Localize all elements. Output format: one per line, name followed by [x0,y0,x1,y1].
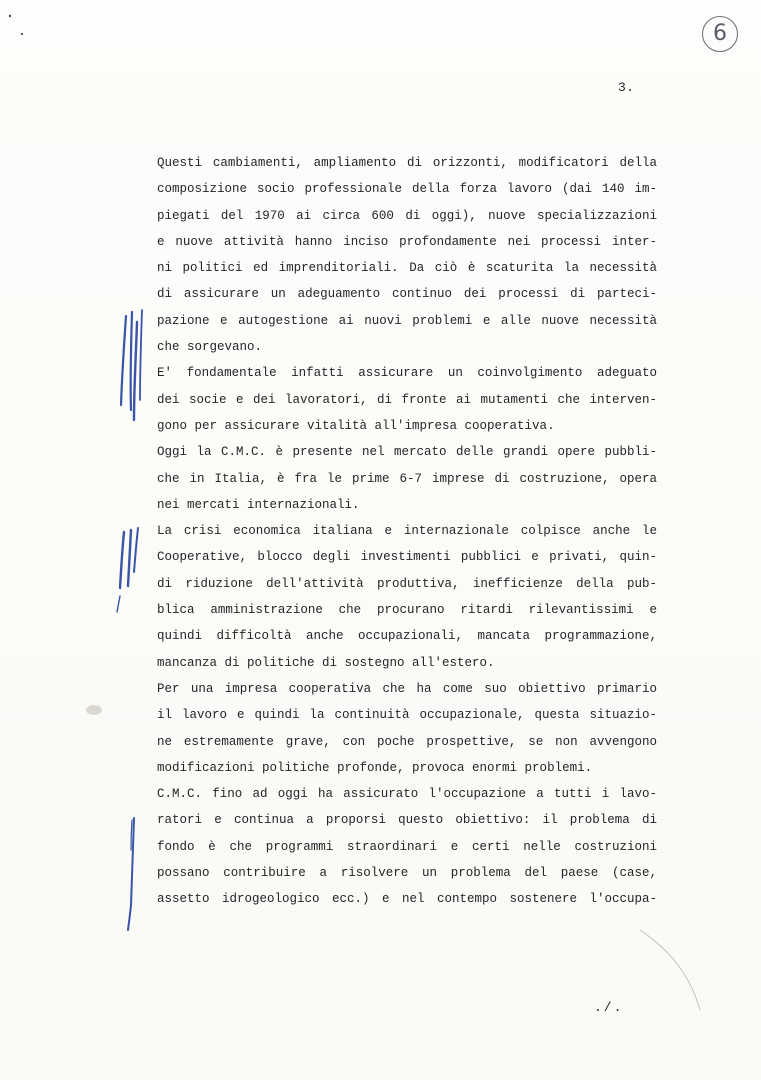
text-line: possano contribuire a risolvere un problema del paese (case, [157,866,657,881]
text-line: gono per assicurare vitalità all'impresa cooperativa. [157,418,555,433]
paper-speck [9,15,11,17]
page-number: 3. [618,80,635,95]
text-line: il lavoro e quindi la continuità occupazionale, questa situazio- [157,708,657,723]
circled-page-number: 6 [702,16,738,52]
text-line: mancanza di politiche di sostegno all'estero. [157,655,495,670]
margin-double-stroke-2 [117,528,138,612]
text-line: ratori e continua a proporsi questo obiettivo: il problema di [157,813,657,828]
paper-speck [21,33,23,35]
text-line: E' fondamentale infatti assicurare un coinvolgimento adeguato [157,366,657,381]
text-line: composizione socio professionale della forza lavoro (dai 140 im- [157,182,657,197]
margin-double-stroke-1 [121,310,142,420]
text-line: Oggi la C.M.C. è presente nel mercato delle grandi opere pubbli- [157,445,657,460]
margin-single-stroke [128,818,134,930]
body-text [157,150,657,913]
text-line: Cooperative, blocco degli investimenti pubblici e privati, quin- [157,550,657,565]
text-line: che sorgevano. [157,340,263,355]
text-line: di riduzione dell'attività produttiva, inefficienze della pub- [157,576,657,591]
text-line: Questi cambiamenti, ampliamento di orizzonti, modificatori della [157,156,657,170]
text-line: La crisi economica italiana e internazionale colpisce anche le [157,524,657,539]
pencil-arc [640,930,700,1010]
text-line: nei mercati internazionali. [157,497,360,512]
text-line: fondo è che programmi straordinari e certi nelle costruzioni [157,839,657,854]
text-line: ne estremamente grave, con poche prospettive, se non avvengono [157,734,657,749]
text-line: pazione e autogestione ai nuovi problemi e alle nuove necessità [157,313,657,328]
text-line: che in Italia, è fra le prime 6-7 imprese di costruzione, opera [157,471,657,486]
text-line: modificazioni politiche profonde, provoca enormi problemi. [157,760,593,775]
text-line: ni politici ed imprenditoriali. Da ciò è scaturita la necessità [157,261,657,276]
text-line: C.M.C. fino ad oggi ha assicurato l'occupazione a tutti i lavo- [157,787,657,802]
text-line: blica amministrazione che procurano ritardi rilevantissimi e [157,603,657,618]
ink-smudge [86,705,102,715]
text-line: piegati del 1970 ai circa 600 di oggi), nuove specializzazioni [157,208,657,223]
text-line: e nuove attività hanno inciso profondamente nei processi inter- [157,234,657,249]
text-line: quindi difficoltà anche occupazionali, mancata programmazione, [157,629,657,644]
continuation-mark: ./. [594,1000,624,1015]
text-line: assetto idrogeologico ecc.) e nel contempo sostenere l'occupa- [157,892,657,907]
text-line: di assicurare un adeguamento continuo dei processi di parteci- [157,287,657,302]
text-line: dei socie e dei lavoratori, di fronte ai mutamenti che interven- [157,392,657,407]
text-line: Per una impresa cooperativa che ha come suo obiettivo primario [157,681,657,696]
